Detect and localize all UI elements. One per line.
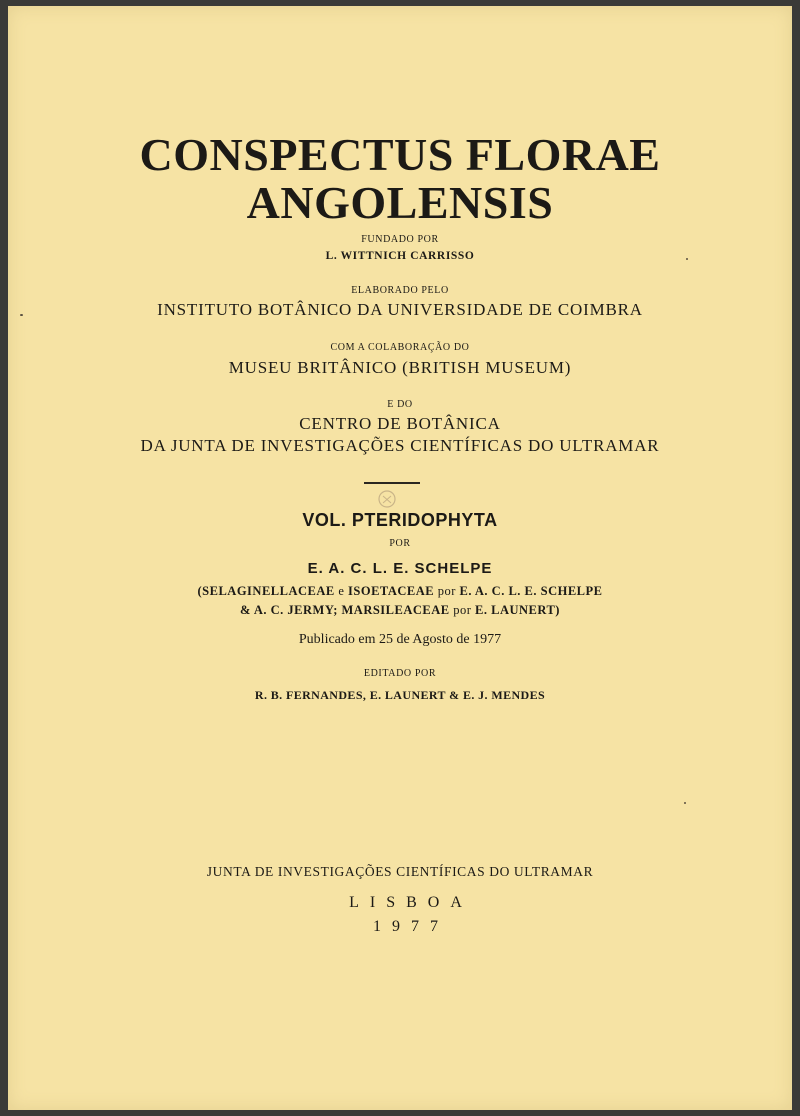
credits-por-2: por [453,603,472,617]
library-stamp-mark [376,488,398,510]
credits-family-2: ISOETACEAE [348,584,435,598]
credits-por-1: por [437,584,456,598]
volume-title: VOL. PTERIDOPHYTA [302,510,498,530]
divider-rule [364,482,420,484]
edited-label: EDITADO POR [363,668,437,679]
credits-author-2: & A. C. JERMY; MARSILEACEAE [240,603,450,617]
paper-speck [686,258,688,260]
founded-label: FUNDADO POR [361,234,439,245]
credits-line-1 [8,584,792,599]
centre-line-2: DA JUNTA DE INVESTIGAÇÕES CIENTÍFICAS DO ULTRAMAR [140,436,660,455]
institute-name: INSTITUTO BOTÂNICO DA UNIVERSIDADE DE COIMBRA [157,300,643,319]
credits-author-1: E. A. C. L. E. SCHELPE [459,584,603,598]
credits-author-3: E. LAUNERT) [475,603,560,617]
credits-family-1: (SELAGINELLACEAE [197,584,335,598]
title-line-2: ANGOLENSIS [246,177,554,228]
title-line-1: CONSPECTUS FLORAE [139,129,661,180]
credits-conjunction: e [338,584,345,598]
by-label: POR [389,538,411,549]
museum-name: MUSEU BRITÂNICO (BRITISH MUSEUM) [228,358,572,377]
author-name: E. A. C. L. E. SCHELPE [307,560,493,577]
paper-speck [20,314,23,316]
publication-year: 1977 [373,918,449,935]
book-cover [8,6,792,1110]
publication-date: Publicado em 25 de Agosto de 1977 [298,632,502,647]
prepared-label: ELABORADO PELO [351,285,449,296]
publication-city: LISBOA [349,894,473,911]
paper-speck [684,802,686,804]
publisher-name: JUNTA DE INVESTIGAÇÕES CIENTÍFICAS DO ULTRAMAR [206,864,594,879]
founder-name: L. WITTNICH CARRISSO [325,250,475,262]
centre-line-1: CENTRO DE BOTÂNICA [299,414,501,433]
collaboration-label: COM A COLABORAÇÃO DO [330,342,470,353]
and-label: E DO [387,399,413,410]
credits-line-2 [8,603,792,618]
editor-names: R. B. FERNANDES, E. LAUNERT & E. J. MENDES [254,688,546,702]
